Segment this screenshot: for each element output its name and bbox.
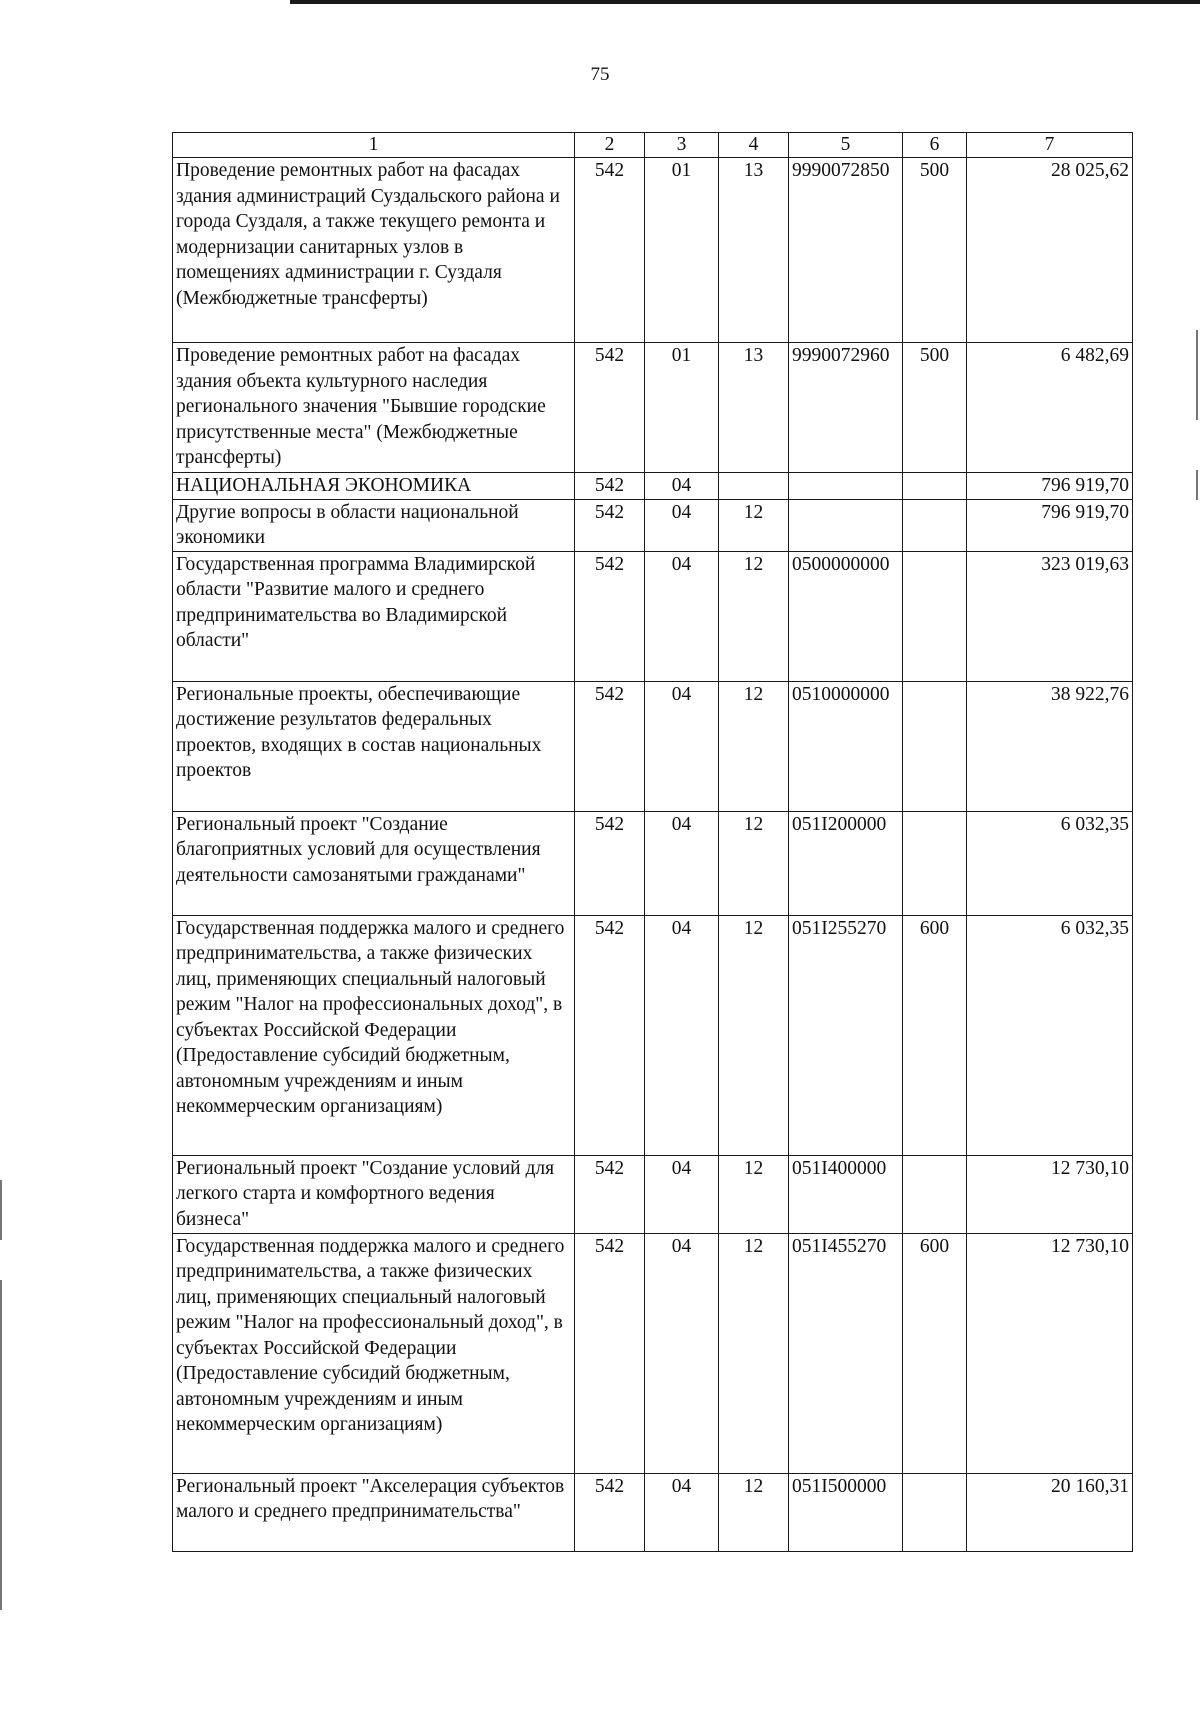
header-col-4: 4 [719, 133, 789, 158]
header-col-7: 7 [967, 133, 1133, 158]
row-target-code: 051I200000 [789, 811, 903, 915]
row-target-code [789, 499, 903, 551]
row-expense-type [903, 811, 967, 915]
table-row [173, 681, 1133, 811]
row-section: 01 [645, 343, 719, 473]
row-expense-type: 600 [903, 1233, 967, 1473]
header-col-6: 6 [903, 133, 967, 158]
row-admin-code: 542 [575, 551, 645, 681]
row-name: Региональные проекты, обеспечивающие достижение результатов федеральных проектов, входящих в состав национальных проектов [173, 681, 575, 811]
row-section: 04 [645, 915, 719, 1155]
row-section: 04 [645, 1233, 719, 1473]
row-admin-code: 542 [575, 681, 645, 811]
page-number: 75 [590, 64, 610, 85]
table-row [173, 158, 1133, 343]
table-row [173, 343, 1133, 473]
table-row [173, 1155, 1133, 1233]
row-expense-type [903, 551, 967, 681]
row-admin-code: 542 [575, 915, 645, 1155]
row-subsection: 12 [719, 499, 789, 551]
row-section: 04 [645, 811, 719, 915]
row-name: Проведение ремонтных работ на фасадах здания администраций Суздальского района и города Суздаля, а также текущего ремонта и модернизации санитарных узлов в помещениях администрации г. Суздаля (Межбюджетные трансферты) [173, 158, 575, 343]
row-subsection: 12 [719, 1233, 789, 1473]
row-expense-type: 500 [903, 158, 967, 343]
row-admin-code: 542 [575, 343, 645, 473]
row-subsection: 12 [719, 915, 789, 1155]
row-subsection: 12 [719, 1155, 789, 1233]
row-amount: 6 032,35 [967, 915, 1133, 1155]
row-target-code: 051I500000 [789, 1473, 903, 1551]
table-row [173, 1473, 1133, 1551]
row-target-code: 051I400000 [789, 1155, 903, 1233]
row-expense-type [903, 1473, 967, 1551]
header-col-5: 5 [789, 133, 903, 158]
header-col-3: 3 [645, 133, 719, 158]
row-expense-type: 600 [903, 915, 967, 1155]
table-row [173, 811, 1133, 915]
row-admin-code: 542 [575, 499, 645, 551]
header-row [173, 133, 1133, 158]
scan-artifact-right [1196, 470, 1198, 500]
row-target-code: 9990072850 [789, 158, 903, 343]
row-subsection: 12 [719, 811, 789, 915]
row-section: 04 [645, 473, 719, 500]
row-name: Проведение ремонтных работ на фасадах здания объекта культурного наследия регионального значения "Бывшие городские присутственные места" (Межбюджетные трансферты) [173, 343, 575, 473]
row-section: 04 [645, 499, 719, 551]
row-subsection: 13 [719, 343, 789, 473]
budget-table [172, 132, 1133, 1552]
row-amount: 12 730,10 [967, 1155, 1133, 1233]
row-amount: 796 919,70 [967, 499, 1133, 551]
row-amount: 796 919,70 [967, 473, 1133, 500]
row-admin-code: 542 [575, 158, 645, 343]
header-col-2: 2 [575, 133, 645, 158]
row-amount: 323 019,63 [967, 551, 1133, 681]
row-section: 04 [645, 681, 719, 811]
row-subsection: 12 [719, 681, 789, 811]
row-name: Государственная поддержка малого и среднего предпринимательства, а также физических лиц, применяющих специальный налоговый режим "Налог на профессиональных доход", в субъектах Российской Федерации (Предоставление субсидий бюджетным, автономным учреждениям и иным некоммерческим организациям) [173, 915, 575, 1155]
row-target-code: 051I455270 [789, 1233, 903, 1473]
row-target-code: 9990072960 [789, 343, 903, 473]
row-name: Государственная программа Владимирской области "Развитие малого и среднего предпринимательства во Владимирской области" [173, 551, 575, 681]
row-subsection: 13 [719, 158, 789, 343]
scan-artifact-left [0, 1180, 2, 1240]
table-row [173, 473, 1133, 500]
row-subsection: 12 [719, 1473, 789, 1551]
row-target-code: 0500000000 [789, 551, 903, 681]
row-subsection [719, 473, 789, 500]
row-expense-type [903, 473, 967, 500]
row-amount: 12 730,10 [967, 1233, 1133, 1473]
table-row [173, 551, 1133, 681]
row-name: Другие вопросы в области национальной экономики [173, 499, 575, 551]
row-expense-type [903, 499, 967, 551]
row-name: НАЦИОНАЛЬНАЯ ЭКОНОМИКА [173, 473, 575, 500]
row-subsection: 12 [719, 551, 789, 681]
row-expense-type: 500 [903, 343, 967, 473]
header-col-1: 1 [173, 133, 575, 158]
table-row [173, 1233, 1133, 1473]
scan-top-border [290, 0, 1200, 4]
row-admin-code: 542 [575, 811, 645, 915]
scan-artifact-left [0, 1280, 2, 1610]
table-row [173, 915, 1133, 1155]
row-amount: 6 482,69 [967, 343, 1133, 473]
row-admin-code: 542 [575, 473, 645, 500]
row-admin-code: 542 [575, 1155, 645, 1233]
row-amount: 20 160,31 [967, 1473, 1133, 1551]
row-name: Региональный проект "Создание условий для легкого старта и комфортного ведения бизнеса" [173, 1155, 575, 1233]
row-admin-code: 542 [575, 1473, 645, 1551]
row-target-code [789, 473, 903, 500]
row-section: 04 [645, 551, 719, 681]
row-name: Региональный проект "Создание благоприятных условий для осуществления деятельности самозанятыми гражданами" [173, 811, 575, 915]
row-target-code: 051I255270 [789, 915, 903, 1155]
table-row [173, 499, 1133, 551]
row-section: 04 [645, 1473, 719, 1551]
row-name: Региональный проект "Акселерация субъектов малого и среднего предпринимательства" [173, 1473, 575, 1551]
row-expense-type [903, 681, 967, 811]
row-expense-type [903, 1155, 967, 1233]
row-amount: 38 922,76 [967, 681, 1133, 811]
row-amount: 6 032,35 [967, 811, 1133, 915]
scan-artifact-right [1196, 330, 1198, 420]
row-target-code: 0510000000 [789, 681, 903, 811]
row-name: Государственная поддержка малого и среднего предпринимательства, а также физических лиц, применяющих специальный налоговый режим "Налог на профессиональный доход", в субъектах Российской Федерации (Предоставление субсидий бюджетным, автономным учреждениям и иным некоммерческим организациям) [173, 1233, 575, 1473]
row-section: 01 [645, 158, 719, 343]
row-admin-code: 542 [575, 1233, 645, 1473]
row-amount: 28 025,62 [967, 158, 1133, 343]
row-section: 04 [645, 1155, 719, 1233]
